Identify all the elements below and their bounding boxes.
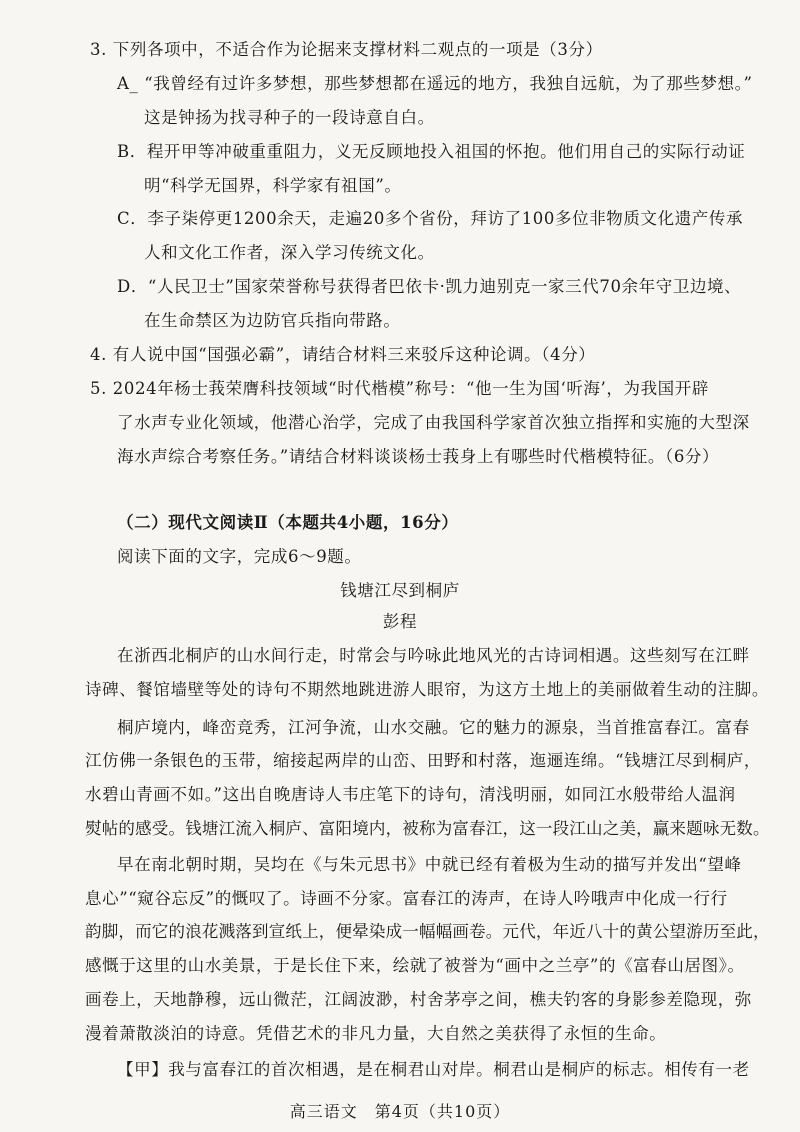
question-3-option-c-line1: C．李子柒停更1200余天，走遍20多个省份，拜访了100多位非物质文化遗产传承	[117, 209, 744, 228]
question-3-option-c-line2: 人和文化工作者，深入学习传统文化。	[144, 243, 435, 262]
question-3-option-a-line1: A_ “我曾经有过许多梦想，那些梦想都在遥远的地方，我独自远航，为了那些梦想。”	[117, 74, 753, 93]
passage-author: 彭程	[382, 612, 418, 631]
question-3-option-d-line2: 在生命禁区为边防官兵指向带路。	[144, 311, 401, 330]
question-5-line1: 5. 2024年杨士莪荣膺科技领域“时代楷模”称号：“他一生为国‘听海’，为我国开辟	[90, 379, 709, 398]
passage-title: 钱塘江尽到桐庐	[340, 581, 460, 600]
passage-line-7: 早在南北朝时期，吴均在《与朱元思书》中就已经有着极为生动的描写并发出“望峰	[117, 855, 742, 874]
passage-line-1: 在浙西北桐庐的山水间行走，时常会与吟咏此地风光的古诗词相遇。这些刻写在江畔	[117, 646, 750, 665]
passage-line-2: 诗碑、餐馆墙壁等处的诗句不期然地跳进游人眼帘，为这方土地上的美丽做着生动的注脚。	[85, 680, 769, 699]
passage-line-12: 漫着萧散淡泊的诗意。凭借艺术的非凡力量，大自然之美获得了永恒的生命。	[85, 1024, 667, 1043]
question-3-option-b-line1: B．程开甲等冲破重重阻力，义无反顾地投入祖国的怀抱。他们用自己的实际行动证	[117, 142, 746, 161]
passage-line-5: 水碧山青画不如。”这出自晚唐诗人韦庄笔下的诗句，清浅明丽，如同江水般带给人温润	[85, 785, 736, 804]
question-3-stem: 3. 下列各项中，不适合作为论据来支撑材料二观点的一项是（3分）	[90, 40, 603, 59]
question-3-option-a-line2: 这是钟扬为找寻种子的一段诗意自白。	[144, 108, 435, 127]
passage-line-3: 桐庐境内，峰峦竞秀，江河争流，山水交融。它的魅力的源泉，当首推富春江。富春	[117, 718, 750, 737]
section-instruction: 阅读下面的文字，完成6～9题。	[117, 547, 362, 566]
question-5-line2: 了水声专业化领域，他潜心治学，完成了由我国科学家首次独立指挥和实施的大型深	[117, 413, 750, 432]
passage-line-8: 息心”“窥谷忘反”的慨叹了。诗画不分家。富春江的涛声，在诗人吟哦声中化成一行行	[85, 889, 728, 908]
question-3-option-d-line1: D．“人民卫士”国家荣誉称号获得者巴依卡·凯力迪别克一家三代70余年守卫边境、	[117, 277, 742, 296]
passage-line-9: 韵脚，而它的浪花溅落到宣纸上，便晕染成一幅幅画卷。元代，年近八十的黄公望游历至此，	[85, 922, 770, 941]
page-footer: 高三语文 第4页（共10页）	[289, 1102, 511, 1121]
section-heading: （二）现代文阅读Ⅱ（本题共4小题，16分）	[117, 513, 459, 532]
question-4: 4. 有人说中国“国强必霸”，请结合材料三来驳斥这种论调。（4分）	[90, 345, 596, 364]
passage-line-13: 【甲】我与富春江的首次相遇，是在桐君山对岸。桐君山是桐庐的标志。相传有一老	[117, 1060, 750, 1079]
passage-line-6: 熨帖的感受。钱塘江流入桐庐、富阳境内，被称为富春江，这一段江山之美，赢来题咏无数。	[85, 819, 770, 838]
question-5-line3: 海水声综合考察任务。”请结合材料谈谈杨士莪身上有哪些时代楷模特征。（6分）	[117, 447, 720, 466]
passage-line-4: 江仿佛一条银色的玉带，缩接起两岸的山峦、田野和村落，迤逦连绵。“钱塘江尽到桐庐，	[85, 751, 761, 770]
question-3-option-b-line2: 明“科学无国界，科学家有祖国”。	[144, 176, 402, 195]
passage-line-10: 感慨于这里的山水美景，于是长住下来，绘就了被誉为“画中之兰亭”的《富春山居图》。	[85, 956, 745, 975]
passage-line-11: 画卷上，天地静穆，远山微茫，江阔波渺，村舍茅亭之间，樵夫钓客的身影参差隐现，弥	[85, 990, 752, 1009]
